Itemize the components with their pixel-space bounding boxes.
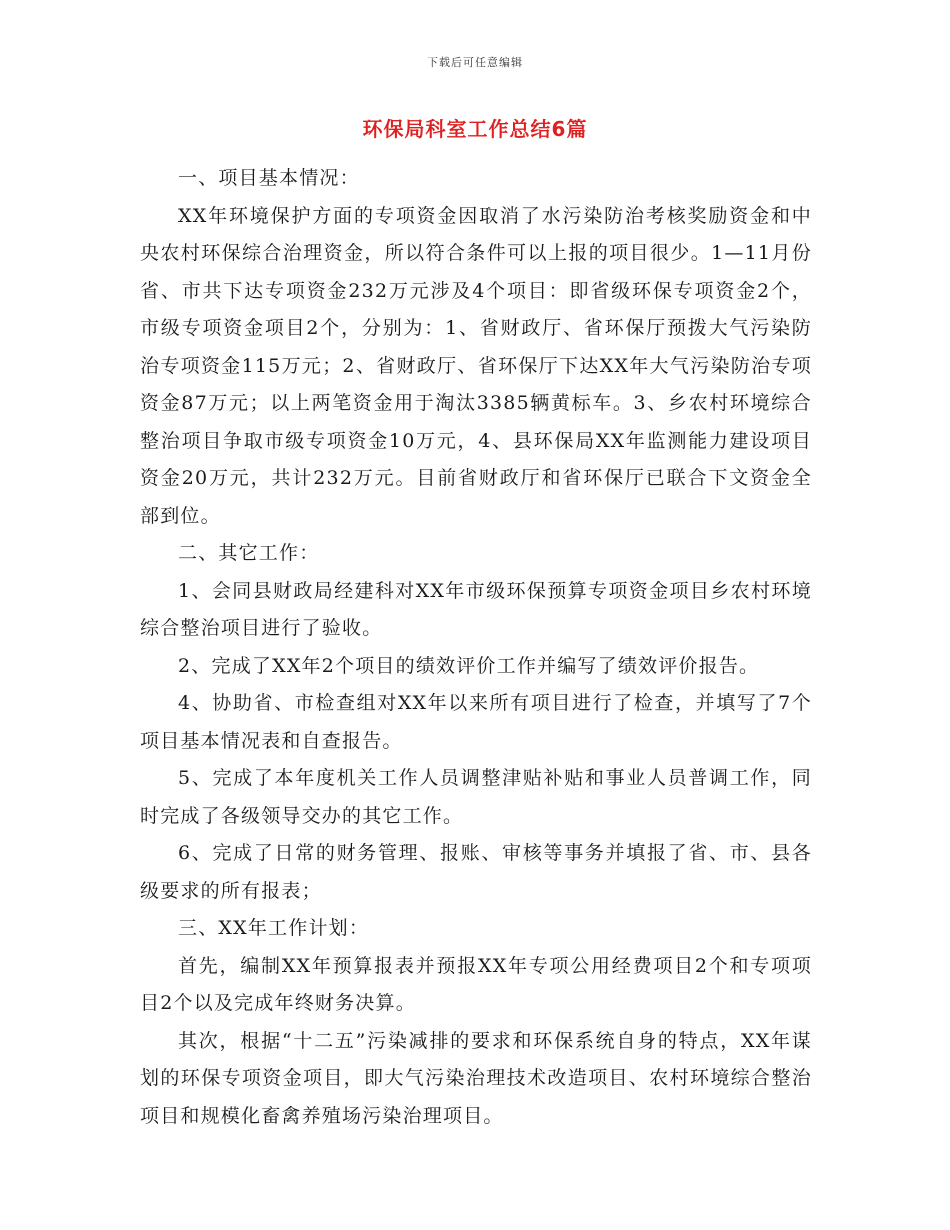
paragraph-plan-second: 其次，根据“十二五”污染减排的要求和环保系统自身的特点，XX年谋划的环保专项资金项目，即大气污染治理技术改造项目、农村环境综合整治项目和规模化畜禽养殖场污染治理项目。 (140, 1029, 812, 1127)
paragraph-item-5: 5、完成了本年度机关工作人员调整津贴补贴和事业人员普调工作，同时完成了各级领导交办的其它工作。 (140, 767, 812, 827)
paragraph-item-6: 6、完成了日常的财务管理、报账、审核等事务并填报了省、市、县各级要求的所有报表； (140, 842, 812, 902)
paragraph-item-1: 1、会同县财政局经建科对XX年市级环保预算专项资金项目乡农村环境综合整治项目进行了验收。 (140, 579, 812, 639)
document-body (140, 160, 812, 1135)
document-title: 环保局科室工作总结6篇 (362, 117, 588, 141)
section-heading-3: 三、XX年工作计划： (178, 917, 370, 939)
section-heading-1: 一、项目基本情况： (178, 167, 360, 189)
paragraph-item-4: 4、协助省、市检查组对XX年以来所有项目进行了检查，并填写了7个项目基本情况表和自查报告。 (140, 692, 812, 752)
paragraph-item-2: 2、完成了XX年2个项目的绩效评价工作并编写了绩效评价报告。 (178, 654, 760, 677)
section-heading-2: 二、其它工作： (178, 542, 320, 564)
paragraph-project-summary: XX年环境保护方面的专项资金因取消了水污染防治考核奖励资金和中央农村环保综合治理资金，所以符合条件可以上报的项目很少。1—11月份省、市共下达专项资金232万元涉及4个项目：即省级环保专项资金2个，市级专项资金项目2个，分别为：1、省财政厅、省环保厅预拨大气污染防治专项资金115万元；2、省财政厅、省环保厅下达XX年大气污染防治专项资金87万元；以上两笔资金用于淘汰3385辆黄标车。3、乡农村环境综合整治项目争取市级专项资金10万元，4、县环保局XX年监测能力建设项目资金20万元，共计232万元。目前省财政厅和省环保厅已联合下文资金全部到位。 (140, 204, 812, 527)
header-note: 下载后可任意编辑 (427, 56, 523, 69)
paragraph-plan-first: 首先，编制XX年预算报表并预报XX年专项公用经费项目2个和专项项目2个以及完成年终财务决算。 (140, 954, 812, 1014)
